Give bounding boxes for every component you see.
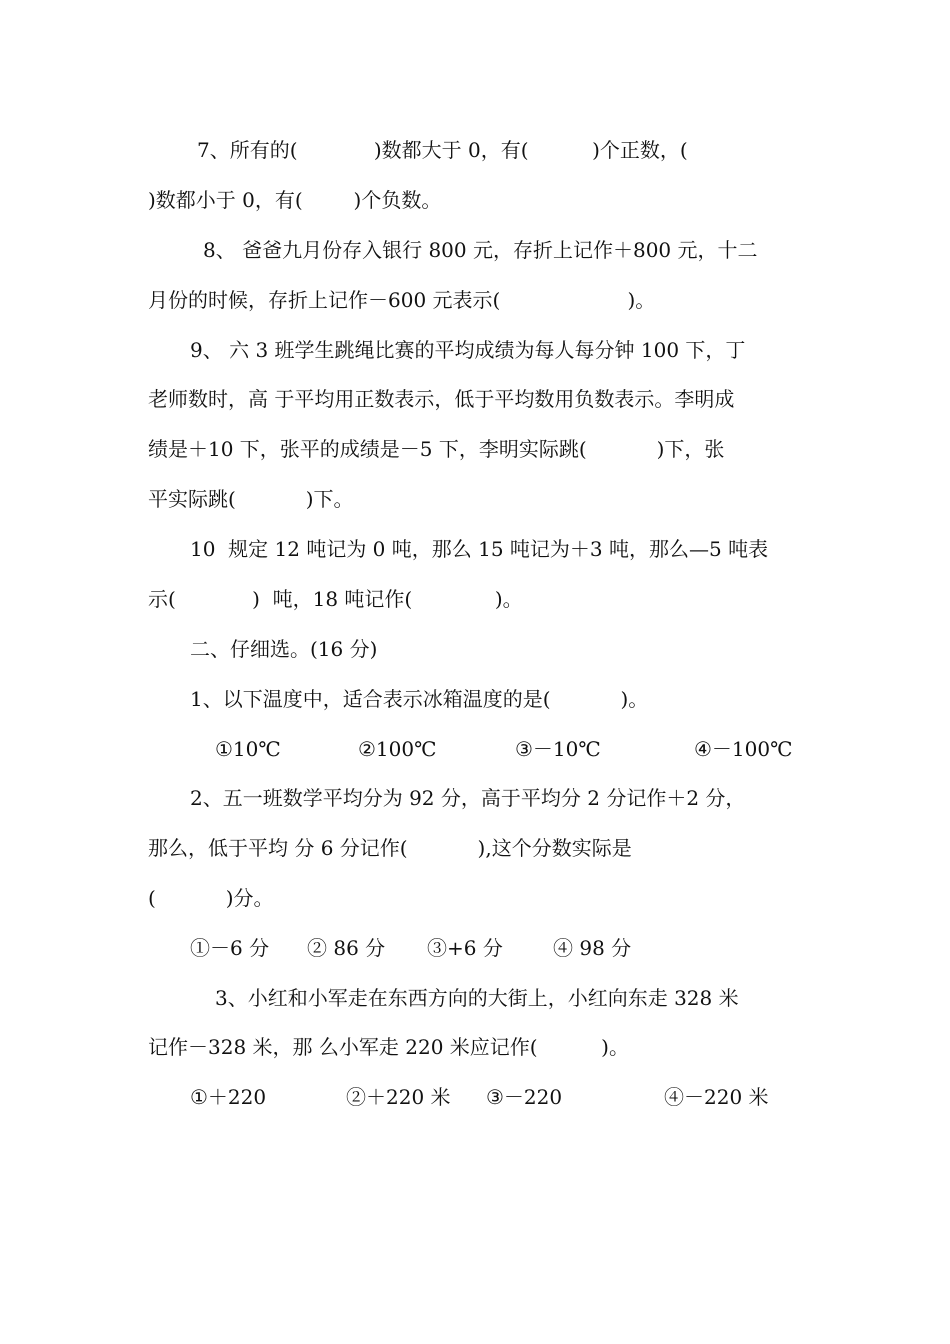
q8-line1: 8、 爸爸九月份存入银行 800 元，存折上记作＋800 元，十二	[203, 238, 758, 262]
s3-line1: 3、小红和小军走在东西方向的大街上，小红向东走 328 米	[215, 986, 739, 1010]
q8-line2: 月份的时候，存折上记作－600 元表示( )。	[148, 288, 656, 312]
s2-line1: 2、五一班数学平均分为 92 分，高于平均分 2 分记作＋2 分，	[190, 786, 746, 810]
s2-option-2: ② 86 分	[307, 936, 386, 960]
q10-line1: 10 规定 12 吨记为 0 吨，那么 15 吨记为＋3 吨，那么—5 吨表	[190, 537, 769, 561]
s1-option-1: ①10℃	[215, 737, 281, 761]
s1-question: 1、以下温度中，适合表示冰箱温度的是( )。	[190, 687, 649, 711]
s2-line2: 那么，低于平均 分 6 分记作( ),这个分数实际是	[148, 836, 632, 860]
s2-option-3: ③+6 分	[427, 936, 503, 960]
q7-line2: )数都小于 0，有( )个负数。	[148, 188, 442, 212]
s2-line3: ( )分。	[148, 886, 274, 910]
s3-option-2: ②＋220 米	[346, 1085, 451, 1109]
s3-option-1: ①＋220	[190, 1085, 267, 1109]
q9-line3: 绩是＋10 下，张平的成绩是－5 下，李明实际跳( )下，张	[148, 437, 725, 461]
s1-option-2: ②100℃	[358, 737, 437, 761]
s3-line2: 记作－328 米，那 么小军走 220 米应记作( )。	[148, 1035, 629, 1059]
s1-option-4: ④－100℃	[694, 737, 793, 761]
section-heading: 二、仔细选。(16 分)	[190, 637, 378, 661]
s2-option-1: ①－6 分	[190, 936, 270, 960]
s2-option-4: ④ 98 分	[553, 936, 632, 960]
q7-line1: 7、所有的( )数都大于 0，有( )个正数，(	[197, 138, 688, 162]
s1-option-3: ③－10℃	[515, 737, 601, 761]
q9-line4: 平实际跳( )下。	[148, 487, 354, 511]
q9-line1: 9、 六 3 班学生跳绳比赛的平均成绩为每人每分钟 100 下，丁	[190, 338, 746, 362]
s3-option-3: ③－220	[486, 1085, 563, 1109]
q10-line2: 示( ) 吨，18 吨记作( )。	[148, 587, 523, 611]
q9-line2: 老师数时，高 于平均用正数表示，低于平均数用负数表示。李明成	[148, 387, 735, 411]
s3-option-4: ④－220 米	[664, 1085, 769, 1109]
